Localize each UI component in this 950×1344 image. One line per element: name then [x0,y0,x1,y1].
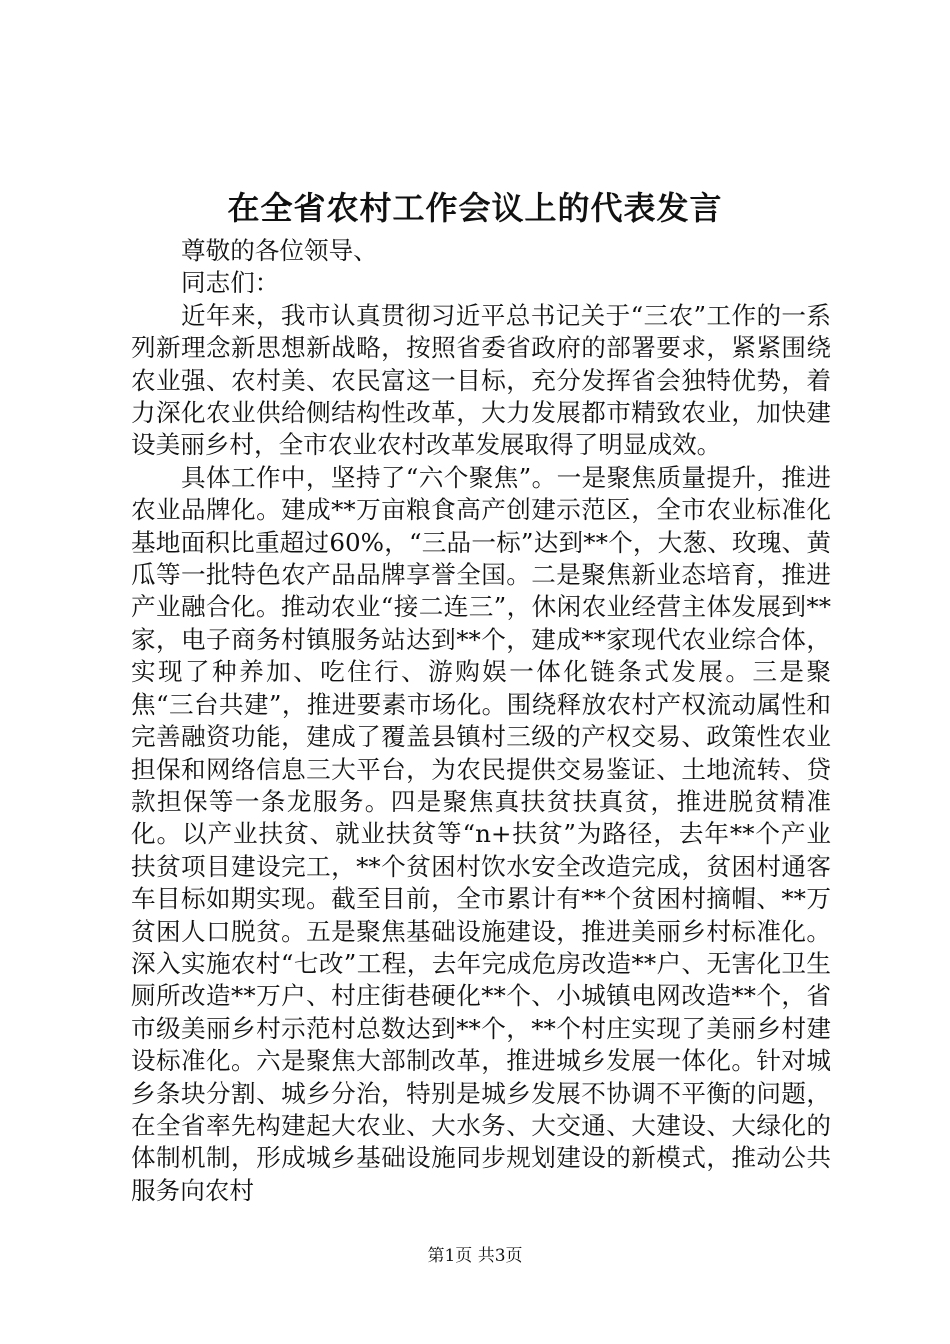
page-number-footer: 第1页 共3页 [427,1246,523,1266]
document-title: 在全省农村工作会议上的代表发言 [227,189,723,227]
document-body [131,235,831,1207]
salutation-line-1: 尊敬的各位领导、 [181,236,378,265]
salutation-line-2: 同志们： [181,268,280,298]
paragraph-intro: 近年来，我市认真贯彻习近平总书记关于“三农”工作的一系列新理念新思想新战略，按照省委省政府的部署要求，紧紧围绕农业强、农村美、农民富这一目标，充分发挥省会独特优势，着力深化农业供给侧结构性改革，大力发展都市精致农业，加快建设美丽乡村，全市农业农村改革发展取得了明显成效。 [131,300,831,460]
paragraph-six-focuses: 具体工作中，坚持了“六个聚焦”。一是聚焦质量提升，推进农业品牌化。建成**万亩粮食高产创建示范区，全市农业标准化基地面积比重超过60%，“三品一标”达到**个，大葱、玫瑰、黄瓜等一批特色农产品品牌享誉全国。二是聚焦新业态培育，推进产业融合化。推动农业“接二连三”，休闲农业经营主体发展到**家，电子商务村镇服务站达到**个，建成**家现代农业综合体，实现了种养加、吃住行、游购娱一体化链条式发展。三是聚焦“三台共建”，推进要素市场化。围绕释放农村产权流动属性和完善融资功能，建成了覆盖县镇村三级的产权交易、政策性农业担保和网络信息三大平台，为农民提供交易鉴证、土地流转、贷款担保等一条龙服务。四是聚焦真扶贫扶真贫，推进脱贫精准化。以产业扶贫、就业扶贫等“n+扶贫”为路径，去年**个产业扶贫项目建设完工，**个贫困村饮水安全改造完成，贫困村通客车目标如期实现。截至目前，全市累计有**个贫困村摘帽、**万贫困人口脱贫。五是聚焦基础设施建设，推进美丽乡村标准化。深入实施农村“七改”工程，去年完成危房改造**户、无害化卫生厕所改造**万户、村庄街巷硬化**个、小城镇电网改造**个，省市级美丽乡村示范村总数达到**个，**个村庄实现了美丽乡村建设标准化。六是聚焦大部制改革，推进城乡发展一体化。针对城乡条块分割、城乡分治，特别是城乡发展不协调不平衡的问题，在全省率先构建起大农业、大水务、大交通、大建设、大绿化的体制机制，形成城乡基础设施同步规划建设的新模式，推动公共服务向农村 [131,462,831,1205]
